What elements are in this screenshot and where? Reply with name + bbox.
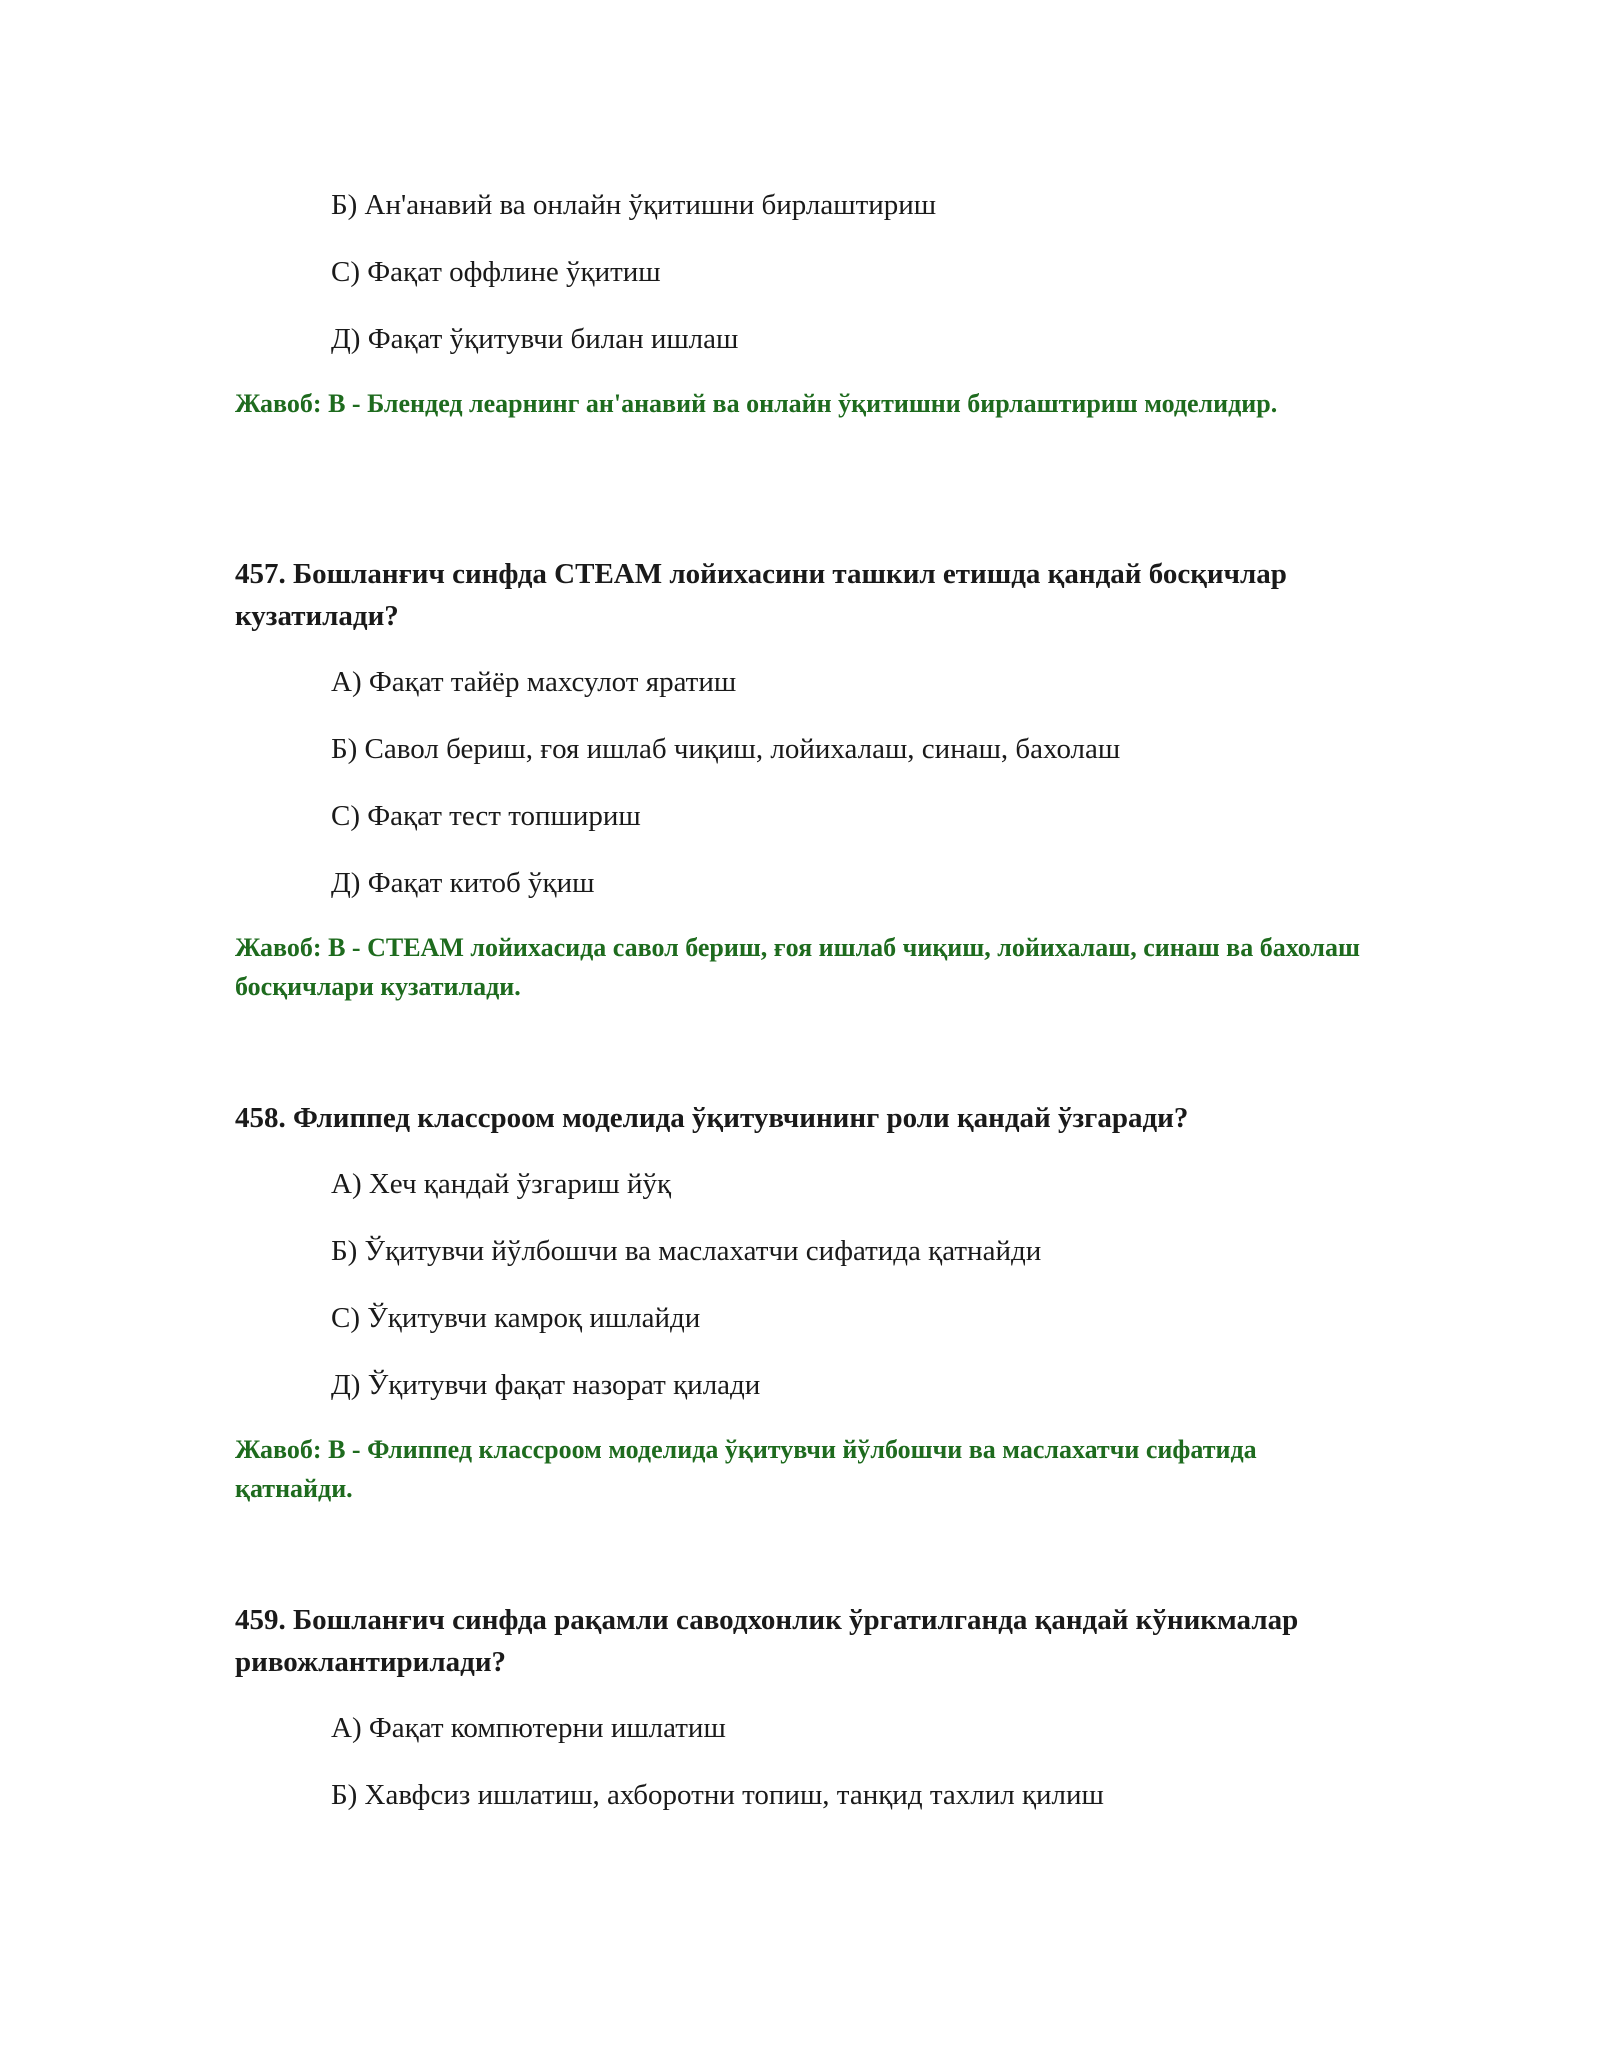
option-b: Б) Савол бериш, ғоя ишлаб чиқиш, лойихалаш, синаш, бахолаш [331,733,1121,765]
answer-text: Жавоб: В - Блендед леарнинг ан'анавий ва онлайн ўқитишни бирлаштириш моделидир. [235,389,1278,418]
option-a: А) Хеч қандай ўзгариш йўқ [331,1168,672,1200]
option-a: А) Фақат компютерни ишлатиш [331,1712,726,1744]
option-d: Д) Фақат ўқитувчи билан ишлаш [331,323,739,355]
question-459: 459. Бошланғич синфда рақамли саводхонлик ўргатилганда қандай кўникмалар ривожлантирилади? [235,1604,1299,1678]
option-b: Б) Ан'анавий ва онлайн ўқитишни бирлаштириш [331,189,937,221]
option-a: А) Фақат тайёр махсулот яратиш [331,666,737,698]
answer-text: Жавоб: В - Флиппед классроом моделида ўқитувчи йўлбошчи ва маслахатчи сифатида қатнайди. [235,1435,1257,1503]
option-b: Б) Ўқитувчи йўлбошчи ва маслахатчи сифатида қатнайди [331,1235,1042,1267]
answer-text: Жавоб: В - СТЕАМ лойихасида савол бериш, ғоя ишлаб чиқиш, лойихалаш, синаш ва бахолаш босқичлари кузатилади. [235,933,1360,1001]
question-457: 457. Бошланғич синфда СТЕАМ лойихасини ташкил етишда қандай босқичлар кузатилади? [235,558,1287,632]
option-c: С) Ўқитувчи камроқ ишлайди [331,1302,701,1334]
option-d: Д) Ўқитувчи фақат назорат қилади [331,1369,761,1401]
option-b: Б) Хавфсиз ишлатиш, ахборотни топиш, танқид тахлил қилиш [331,1779,1104,1811]
option-c: С) Фақат тест топшириш [331,800,641,832]
option-c: С) Фақат оффлине ўқитиш [331,256,661,288]
option-d: Д) Фақат китоб ўқиш [331,867,595,899]
question-458: 458. Флиппед классроом моделида ўқитувчининг роли қандай ўзгаради? [235,1102,1189,1134]
